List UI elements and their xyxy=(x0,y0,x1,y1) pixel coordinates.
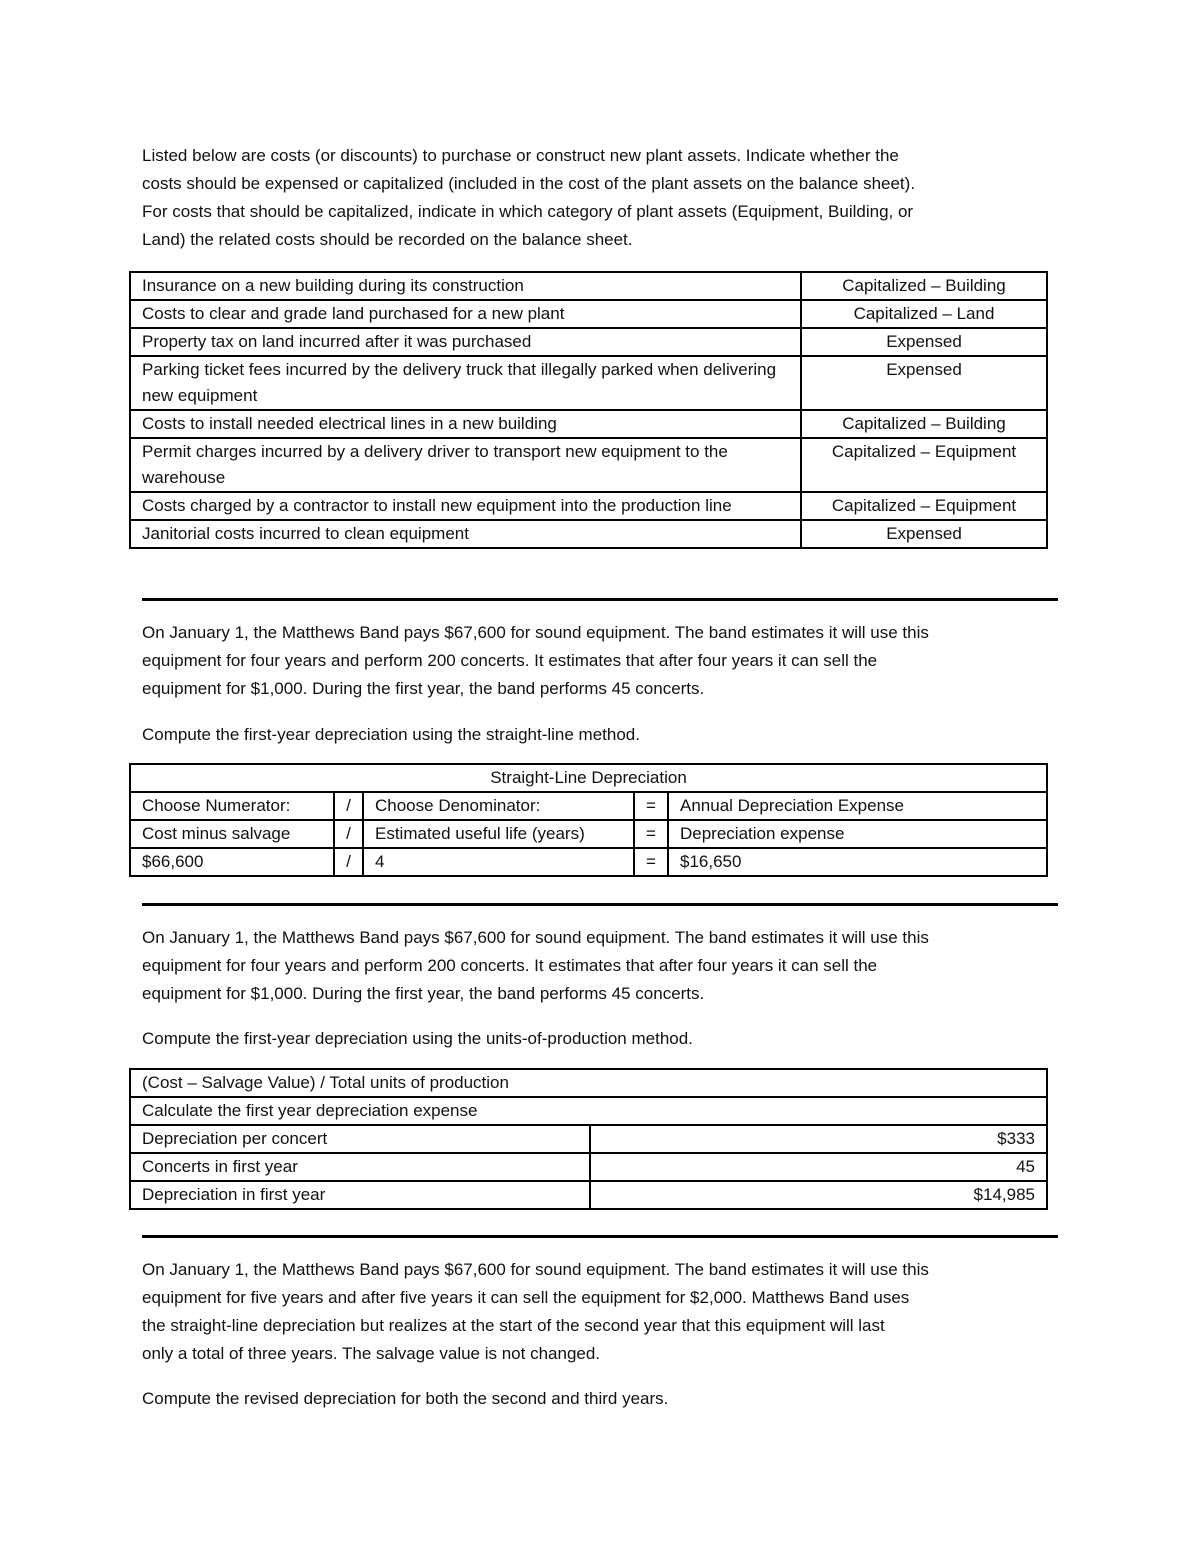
table-cell: Estimated useful life (years) xyxy=(363,820,634,848)
classification: Expensed xyxy=(801,520,1047,548)
text-line: Land) the related costs should be recorded on the balance sheet. xyxy=(142,230,633,249)
table-cell: Choose Numerator: xyxy=(130,792,334,820)
divider xyxy=(142,598,1058,601)
table-cell: Choose Denominator: xyxy=(363,792,634,820)
text-line: On January 1, the Matthews Band pays $67,600 for sound equipment. The band estimates it will use this xyxy=(142,623,929,642)
cost-item: Costs to install needed electrical lines in a new building xyxy=(130,410,801,438)
text-line: On January 1, the Matthews Band pays $67,600 for sound equipment. The band estimates it will use this xyxy=(142,928,929,947)
text-line: Listed below are costs (or discounts) to purchase or construct new plant assets. Indicate whether the xyxy=(142,146,899,165)
table-row xyxy=(130,300,1047,328)
table-row xyxy=(130,1125,1047,1153)
divider xyxy=(142,903,1058,906)
row-value: 45 xyxy=(590,1153,1047,1181)
text-line: equipment for five years and after five years it can sell the equipment for $2,000. Matthews Band uses xyxy=(142,1288,910,1307)
problem2-paragraph xyxy=(142,619,1062,703)
cost-item: Costs charged by a contractor to install new equipment into the production line xyxy=(130,492,801,520)
row-value: $14,985 xyxy=(590,1181,1047,1209)
classification: Capitalized – Equipment xyxy=(801,438,1047,492)
text-line: the straight-line depreciation but realizes at the start of the second year that this equipment will last xyxy=(142,1316,885,1335)
prompt-text: Compute the first-year depreciation using the straight-line method. xyxy=(142,725,640,744)
units-of-production-table xyxy=(129,1068,1048,1210)
cost-classification-table xyxy=(129,271,1048,549)
table-row xyxy=(130,1181,1047,1209)
cost-item: Property tax on land incurred after it was purchased xyxy=(130,328,801,356)
straight-line-table xyxy=(129,763,1048,877)
cost-item: Insurance on a new building during its construction xyxy=(130,272,801,300)
table-row xyxy=(130,1153,1047,1181)
table-cell: $16,650 xyxy=(668,848,1047,876)
problem2-prompt xyxy=(142,721,1062,749)
problem3-prompt xyxy=(142,1025,1062,1053)
table-cell: Cost minus salvage xyxy=(130,820,334,848)
row-label: Depreciation per concert xyxy=(130,1125,590,1153)
table-cell: Annual Depreciation Expense xyxy=(668,792,1047,820)
problem3-paragraph xyxy=(142,924,1062,1008)
cost-item: Permit charges incurred by a delivery driver to transport new equipment to the warehouse xyxy=(130,438,801,492)
table-row xyxy=(130,410,1047,438)
intro-paragraph xyxy=(142,142,1062,254)
table-cell: / xyxy=(334,792,363,820)
cost-item: Parking ticket fees incurred by the delivery truck that illegally parked when delivering new equipment xyxy=(130,356,801,410)
cost-item: Costs to clear and grade land purchased for a new plant xyxy=(130,300,801,328)
text-line: only a total of three years. The salvage value is not changed. xyxy=(142,1344,601,1363)
table-cell: $66,600 xyxy=(130,848,334,876)
table-cell: / xyxy=(334,820,363,848)
table-cell: 4 xyxy=(363,848,634,876)
table-cell: = xyxy=(634,848,668,876)
prompt-text: Compute the revised depreciation for both the second and third years. xyxy=(142,1389,669,1408)
classification: Capitalized – Equipment xyxy=(801,492,1047,520)
classification: Expensed xyxy=(801,328,1047,356)
table-row xyxy=(130,438,1047,492)
table-cell: = xyxy=(634,792,668,820)
table-cell: / xyxy=(334,848,363,876)
text-line: costs should be expensed or capitalized (included in the cost of the plant assets on the balance sheet). xyxy=(142,174,916,193)
row-label: Depreciation in first year xyxy=(130,1181,590,1209)
row-label: Concerts in first year xyxy=(130,1153,590,1181)
text-line: For costs that should be capitalized, indicate in which category of plant assets (Equipment, Building, or xyxy=(142,202,914,221)
text-line: equipment for four years and perform 200 concerts. It estimates that after four years it can sell the xyxy=(142,956,878,975)
divider xyxy=(142,1235,1058,1238)
table-subheader: Calculate the first year depreciation expense xyxy=(130,1097,1047,1125)
classification: Capitalized – Building xyxy=(801,272,1047,300)
table-header: (Cost – Salvage Value) / Total units of production xyxy=(130,1069,1047,1097)
text-line: equipment for $1,000. During the first year, the band performs 45 concerts. xyxy=(142,984,705,1003)
table-row xyxy=(130,356,1047,410)
table-cell: Depreciation expense xyxy=(668,820,1047,848)
table-row xyxy=(130,792,1047,820)
problem4-paragraph xyxy=(142,1256,1062,1368)
table-row xyxy=(130,272,1047,300)
table-title: Straight-Line Depreciation xyxy=(130,764,1047,792)
table-row xyxy=(130,848,1047,876)
cost-item: Janitorial costs incurred to clean equipment xyxy=(130,520,801,548)
text-line: equipment for $1,000. During the first year, the band performs 45 concerts. xyxy=(142,679,705,698)
table-cell: = xyxy=(634,820,668,848)
prompt-text: Compute the first-year depreciation using the units-of-production method. xyxy=(142,1029,693,1048)
problem4-prompt xyxy=(142,1385,1062,1413)
table-row xyxy=(130,820,1047,848)
text-line: On January 1, the Matthews Band pays $67,600 for sound equipment. The band estimates it will use this xyxy=(142,1260,929,1279)
table-row xyxy=(130,328,1047,356)
row-value: $333 xyxy=(590,1125,1047,1153)
classification: Capitalized – Building xyxy=(801,410,1047,438)
text-line: equipment for four years and perform 200 concerts. It estimates that after four years it can sell the xyxy=(142,651,878,670)
classification: Capitalized – Land xyxy=(801,300,1047,328)
classification: Expensed xyxy=(801,356,1047,410)
table-row xyxy=(130,492,1047,520)
table-row xyxy=(130,520,1047,548)
